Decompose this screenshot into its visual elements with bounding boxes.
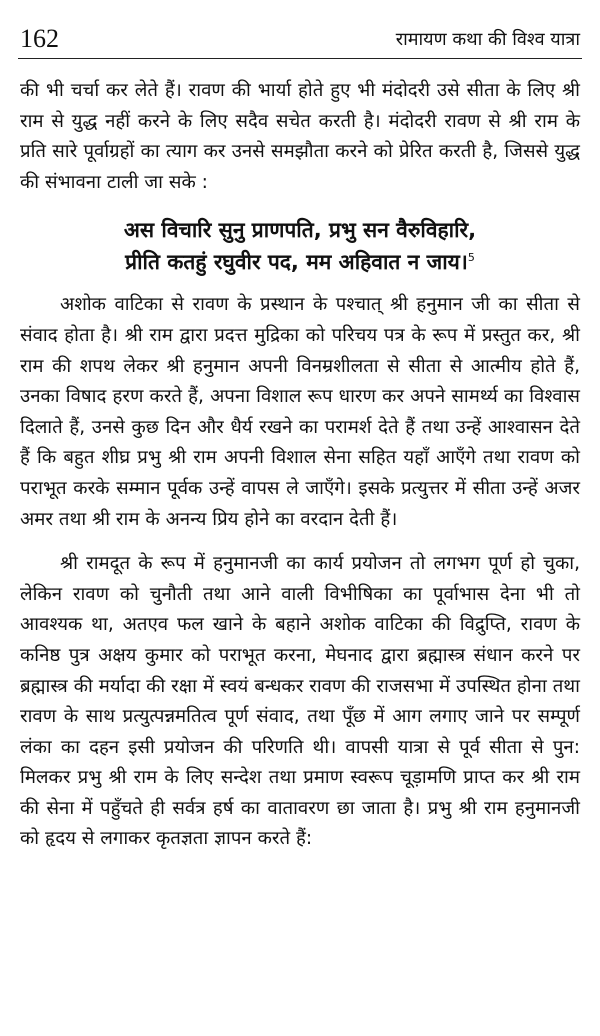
verse-line-1: अस विचारि सुनु प्राणपति, प्रभु सन वैरुविहारि,: [123, 218, 477, 243]
page-body: [20, 76, 580, 855]
verse-line-2: [20, 246, 580, 278]
paragraph-3: श्री रामदूत के रूप में हनुमानजी का कार्य प्रयोजन तो लगभग पूर्ण हो चुका, लेकिन रावण को चुनौती तथा आने वाली विभीषिका का पूर्वाभास देना भी तो आवश्यक था, अतएव फल खाने के बहाने अशोक वाटिका की विद्रुप्ति, रावण के कनिष्ठ पुत्र अक्षय कुमार को पराभूत करना, मेघनाद द्वारा ब्रह्मास्त्र संधान करने पर ब्रह्मास्त्र की मर्यादा की रक्षा में स्वयं बन्धकर रावण की राजसभा में उपस्थित होना तथा रावण के साथ प्रत्युत्पन्नमतित्व पूर्ण संवाद, तथा पूँछ में आग लगाए जाने पर सम्पूर्ण लंका का दहन इसी प्रयोजन की परिणति थी। वापसी यात्रा से पूर्व सीता से पुन: मिलकर प्रभु श्री राम के लिए सन्देश तथा प्रमाण स्वरूप चूड़ामणि प्राप्त कर श्री राम की सेना में पहुँचते ही सर्वत्र हर्ष का वातावरण छा जाता है। प्रभु श्री राम हनुमानजी को हृदय से लगाकर कृतज्ञता ज्ञापन करते हैं:: [20, 553, 580, 850]
footnote-marker: 5: [467, 251, 475, 265]
page-number: 162: [20, 24, 59, 53]
verse-line-2-text: प्रीति कतहुं रघुवीर पद, मम अहिवात न जाय।: [125, 250, 468, 275]
paragraph-gap: [20, 535, 580, 549]
paragraph-1: की भी चर्चा कर लेते हैं। रावण की भार्या होते हुए भी मंदोदरी उसे सीता के लिए श्री राम से युद्ध नहीं करने के लिए सदैव सचेत करती है। मंदोदरी रावण से श्री राम के प्रति सारे पूर्वाग्रहों का त्याग कर उनसे समझौता करने को प्रेरित करती है, जिससे युद्ध की संभावना टाली जा सके :: [20, 80, 580, 193]
paragraph-2: अशोक वाटिका से रावण के प्रस्थान के पश्चात् श्री हनुमान जी का सीता से संवाद होता है। श्री राम द्वारा प्रदत्त मुद्रिका को परिचय पत्र के रूप में प्रस्तुत कर, श्री राम की शपथ लेकर श्री हनुमान अपनी विनम्रशीलता से सीता से आत्मीय होते हैं, उनका विषाद हरण करते हैं, अपना विशाल रूप धारण कर अपने सामर्थ्य का विश्वास दिलाते हैं, उनसे कुछ दिन और धैर्य रखने का परामर्श देते हैं तथा उन्हें आश्वासन देते हैं कि बहुत शीघ्र प्रभु श्री राम अपनी विशाल सेना सहित यहाँ आएँगे तथा रावण को पराभूत करके सम्मान पूर्वक उन्हें वापस ले जाएँगे। इसके प्रत्युत्तर में सीता उन्हें अजर अमर तथा श्री राम के अनन्य प्रिय होने का वरदान देती हैं।: [20, 294, 580, 530]
page-header: [18, 18, 582, 59]
verse-block: [20, 214, 580, 278]
running-title: रामायण कथा की विश्व यात्रा: [395, 29, 580, 50]
